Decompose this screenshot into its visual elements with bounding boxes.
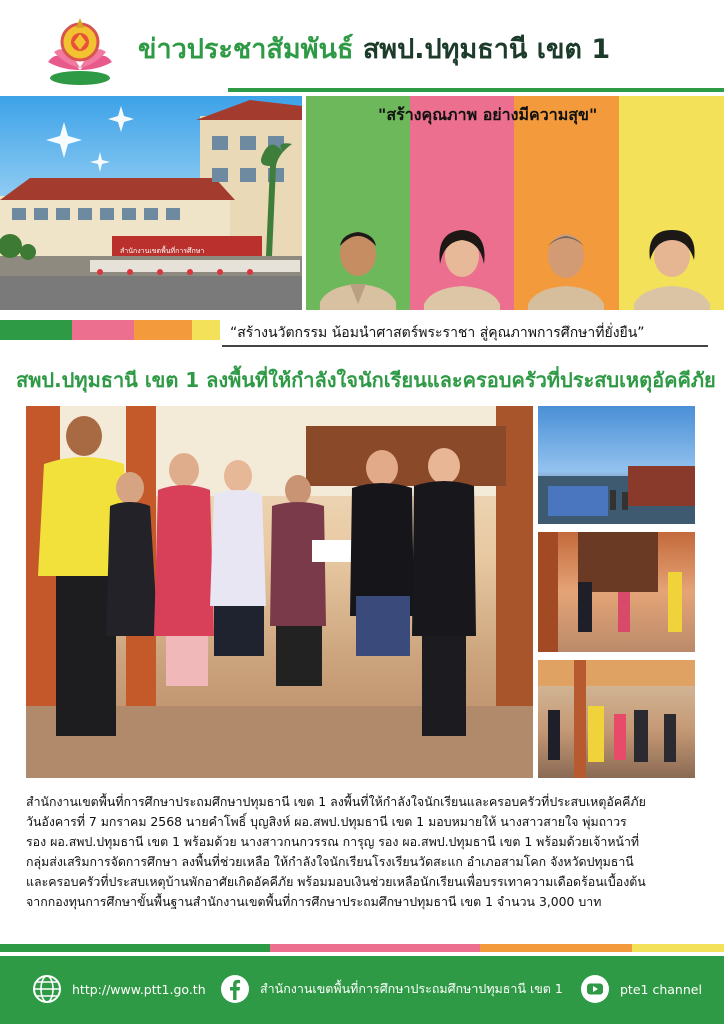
news-body (26, 792, 706, 912)
footer (0, 956, 724, 1024)
svg-text:สำนักงานเขตพื้นที่การศึกษา: สำนักงานเขตพื้นที่การศึกษา (120, 247, 205, 255)
footer-color-bar (0, 944, 724, 952)
executives-banner (306, 96, 724, 310)
footer-youtube[interactable] (580, 974, 702, 1004)
executive-portrait (422, 224, 502, 310)
main-news-photo (26, 406, 533, 778)
news-headline: สพป.ปทุมธานี เขต 1 ลงพื้นที่ให้กำลังใจนักเรียนและครอบครัวที่ประสบเหตุอัคคีภัย (16, 368, 716, 392)
body-line: วันอังคารที่ 7 มกราคม 2568 นายคำโพธิ์ บุญสิงห์ ผอ.สพป.ปทุมธานี เขต 1 มอบหมายให้ นางสาวสายใจ พุ่มถาวร (26, 814, 627, 829)
side-photo-1 (538, 406, 695, 524)
footer-facebook[interactable] (220, 974, 563, 1004)
side-photo-3 (538, 660, 695, 778)
footer-website[interactable] (32, 974, 206, 1004)
motto-text: “สร้างนวัตกรรม น้อมนำศาสตร์พระราชา สู่คุณภาพการศึกษาที่ยั่งยืน” (230, 325, 645, 341)
body-line: สำนักงานเขตพื้นที่การศึกษาประถมศึกษาปทุมธานี เขต 1 ลงพื้นที่ให้กำลังใจนักเรียนและครอบครัวที่ประสบเหตุอัคคีภัย (26, 794, 646, 809)
youtube-icon (580, 974, 610, 1004)
facebook-page-name[interactable]: สำนักงานเขตพื้นที่การศึกษาประถมศึกษาปทุมธานี เขต 1 (260, 981, 563, 996)
body-line: และครอบครัวที่ประสบเหตุบ้านพักอาศัยเกิดอัคคีภัย พร้อมมอบเงินช่วยเหลือนักเรียนเพื่อบรรเทาความเดือดร้อนเบื้องต้น (26, 874, 646, 889)
side-photo-2 (538, 532, 695, 652)
banner-slogan: "สร้างคุณภาพ อย่างมีความสุข" (378, 105, 598, 124)
globe-icon (32, 974, 62, 1004)
website-link[interactable]: http://www.ptt1.go.th (72, 981, 206, 997)
body-line: รอง ผอ.สพป.ปทุมธานี เขต 1 พร้อมด้วย นางสาวกนกวรรณ การุญ รอง ผอ.สพป.ปทุมธานี เขต 1 พร้อมด้วยเจ้าหน้าที่ (26, 834, 640, 849)
header-underline (228, 88, 724, 92)
title-office: สพป.ปทุมธานี เขต 1 (362, 34, 611, 65)
school-emblem-icon (40, 12, 120, 88)
youtube-channel-name[interactable]: pte1 channel (620, 981, 702, 997)
executive-portrait (318, 224, 398, 310)
executive-portrait (526, 224, 606, 310)
title-prefix: ข่าวประชาสัมพันธ์ (138, 34, 354, 65)
motto-underline (222, 345, 708, 347)
page-title (138, 36, 610, 63)
office-building-photo (0, 96, 302, 310)
body-line: กลุ่มส่งเสริมการจัดการศึกษา ลงพื้นที่ช่วยเหลือ ให้กำลังใจนักเรียนโรงเรียนวัดสะแก อำเภอสามโคก จังหวัดปทุมธานี (26, 854, 634, 869)
executive-portrait (632, 224, 712, 310)
facebook-icon (220, 974, 250, 1004)
body-line: จากกองทุนการศึกษาขั้นพื้นฐานสำนักงานเขตพื้นที่การศึกษาประถมศึกษาปทุมธานี เขต 1 จำนวน 3,000 บาท (26, 894, 602, 909)
